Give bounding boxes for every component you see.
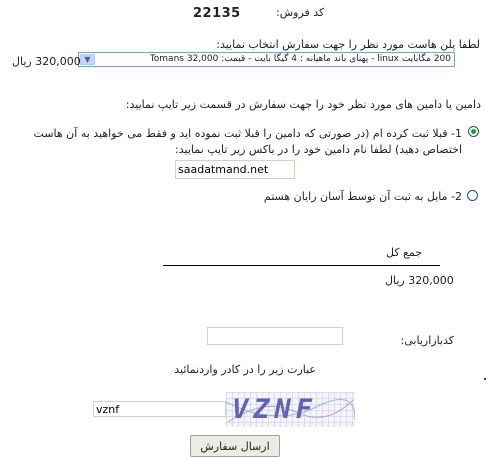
total-label: جمع کل [386,246,423,259]
domain-option-register-new-radio[interactable] [467,190,478,201]
submit-order-button[interactable]: ارسال سفارش [190,435,280,457]
sale-code-label: کد فروش: [276,6,325,19]
total-divider [163,265,440,266]
bullet-dot [484,378,486,380]
captcha-image [226,392,355,427]
domain-name-input[interactable] [175,160,295,179]
plan-select[interactable] [78,52,455,67]
domain-section-title: دامین یا دامین های مورد نظر خود را جهت سفارش در قسمت زیر تایپ نمایید: [125,98,481,111]
captcha-instruction: عبارت زیر را در کادر واردنمائید [174,363,316,376]
sale-code-value: 22135 [193,6,241,21]
domain-option-registered-radio[interactable] [468,126,479,137]
plan-select-value: 200 مگابایت linux - پهنای باند ماهیانه : 4 گیگا بایت - قیمت: Tomans 32,000 [149,54,451,64]
captcha-image-text: VZNF [232,394,318,425]
marketer-code-input[interactable] [207,327,343,345]
total-value: 320,000 ریال [385,274,454,287]
plan-select-label: لطفا پلن هاست مورد نظر را جهت سفارش انتخاب نمایید: [216,38,480,51]
domain-option-registered-label: 1- قبلا ثبت کرده ام (در صورتی که دامین را قبلا ثبت نموده اید و فقط می خواهید به آن هاست اختصاص دهید) لطفا نام دامین خود را در باکس زیر تایپ نمایید: [33,127,462,156]
plan-price: 320,000 ریال [12,55,81,68]
captcha-input[interactable] [93,401,226,417]
domain-option-register-new-label: 2- مایل به ثبت آن توسط آسان رایان هستم [263,190,462,203]
marketer-code-label: کدبازاریابی: [400,334,454,347]
chevron-down-icon[interactable]: ▼ [80,54,95,65]
